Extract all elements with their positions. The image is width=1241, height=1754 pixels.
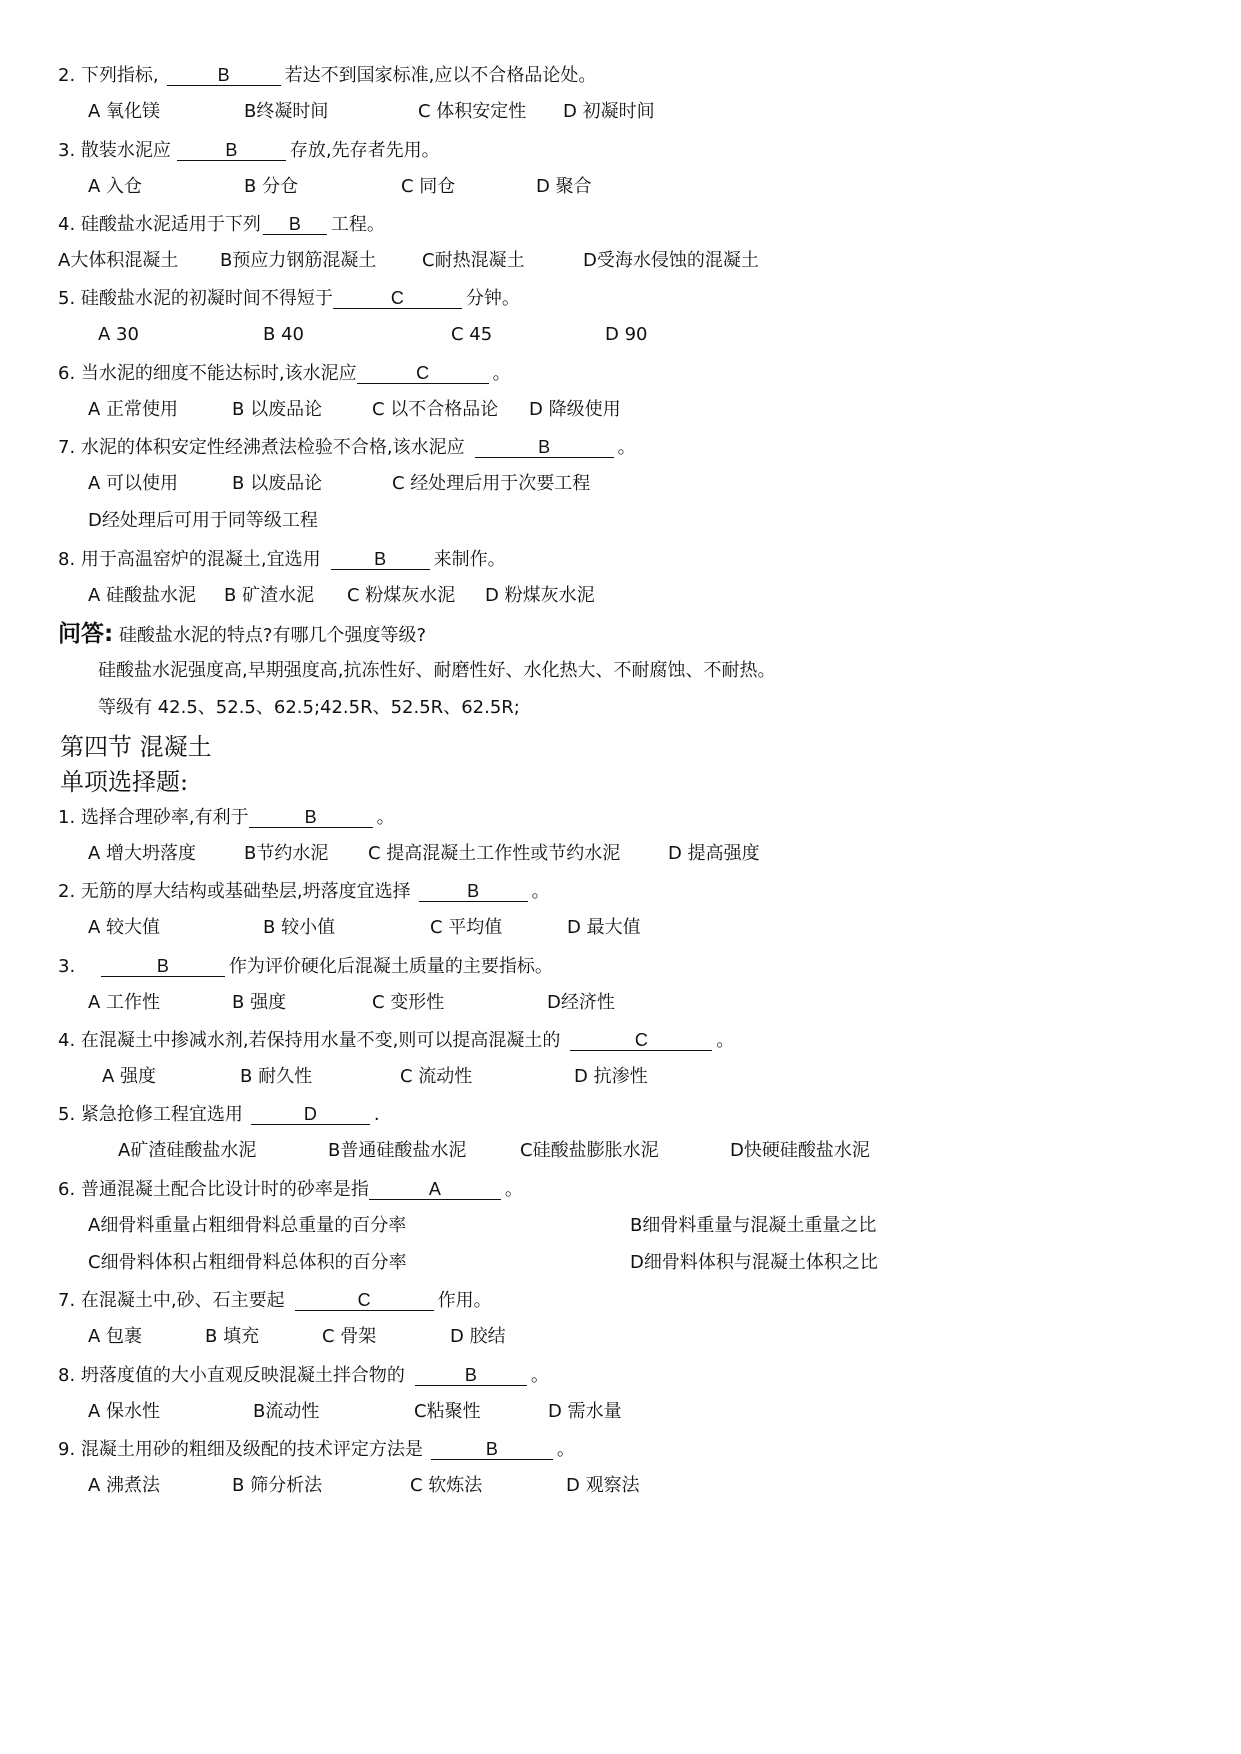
answer-blank: B [331,550,430,570]
answer-blank: C [357,364,489,384]
answer-option: C 以不合格品论 [372,399,499,420]
question-number: 4. [58,214,76,235]
answer-option: A矿渣硅酸盐水泥 [118,1140,257,1161]
answer-blank: C [295,1291,434,1311]
answer-option: A细骨料重量占粗细骨料总重量的百分率 [88,1215,407,1236]
question-stem: 下列指标, [80,65,159,86]
answer-option: B预应力钢筋混凝土 [220,250,377,271]
answer-option: D细骨料体积与混凝土体积之比 [630,1252,878,1273]
answer-option: D 初凝时间 [563,101,655,122]
question-stem-end: 工程。 [330,214,385,235]
answer-option: C粘聚性 [414,1401,481,1422]
question-number: 7. [58,1290,76,1311]
question-stem: 用于高温窑炉的混凝土,宜选用 [80,549,321,570]
answer-option: D 降级使用 [529,399,621,420]
question-line [58,364,511,384]
answer-option: D 抗渗性 [574,1066,648,1087]
question-line [58,215,385,235]
section-heading: 第四节 混凝土 [60,733,212,761]
qa-question [58,623,426,646]
answer-option: C硅酸盐膨胀水泥 [520,1140,659,1161]
question-stem-end: 。 [504,1179,523,1200]
question-number: 5. [58,288,76,309]
question-stem-end: 若达不到国家标准,应以不合格品论处。 [284,65,597,86]
question-number: 6. [58,1179,76,1200]
section-heading: 单项选择题: [60,768,189,796]
question-number: 5. [58,1104,76,1125]
answer-option: D 观察法 [566,1475,640,1496]
answer-option: A 硅酸盐水泥 [88,585,197,606]
question-line [58,1440,575,1460]
answer-option: D快硬硅酸盐水泥 [730,1140,870,1161]
answer-option: A 30 [98,324,139,345]
question-stem: 普通混凝土配合比设计时的砂率是指 [80,1179,369,1200]
answer-option: C耐热混凝土 [422,250,525,271]
answer-option: B 矿渣水泥 [224,585,315,606]
question-line [58,1180,523,1200]
question-line [58,1366,549,1386]
answer-option: B 填充 [205,1326,260,1347]
question-stem-end: 。 [376,807,395,828]
question-number: 6. [58,363,76,384]
answer-option: C 变形性 [372,992,445,1013]
question-line [58,438,636,458]
answer-option: D受海水侵蚀的混凝土 [583,250,759,271]
answer-option: B 以废品论 [232,399,323,420]
answer-option: A 保水性 [88,1401,161,1422]
answer-blank: C [570,1031,712,1051]
answer-option: A 可以使用 [88,473,179,494]
answer-option: A 沸煮法 [88,1475,161,1496]
answer-blank: B [167,66,281,86]
answer-option: D 需水量 [548,1401,622,1422]
answer-option: B 筛分析法 [232,1475,323,1496]
answer-option: C 45 [451,324,493,345]
question-stem: 选择合理砂率,有利于 [80,807,249,828]
question-stem-end: 来制作。 [433,549,506,570]
question-number: 8. [58,549,76,570]
answer-option: C细骨料体积占粗细骨料总体积的百分率 [88,1252,407,1273]
answer-blank: B [101,957,225,977]
text-line: D经处理后可用于同等级工程 [88,510,318,531]
question-stem: 硅酸盐水泥适用于下列 [80,214,261,235]
answer-option: C 平均值 [430,917,503,938]
question-line [58,882,550,902]
question-number: 9. [58,1439,76,1460]
answer-option: D 聚合 [536,176,592,197]
answer-option: C 同仓 [401,176,456,197]
answer-blank: B [419,882,528,902]
answer-blank: A [369,1180,501,1200]
question-line [58,66,596,86]
qa-label: 问答: [58,621,114,647]
question-line [58,141,440,161]
answer-option: A 入仓 [88,176,143,197]
question-stem: 当水泥的细度不能达标时,该水泥应 [80,363,357,384]
question-line [58,550,506,570]
answer-option: B终凝时间 [244,101,329,122]
text-line: 等级有 42.5、52.5、62.5;42.5R、52.5R、62.5R; [98,697,520,718]
question-stem-end: 。 [556,1439,575,1460]
question-number: 7. [58,437,76,458]
answer-blank: B [249,808,373,828]
answer-option: C 粉煤灰水泥 [347,585,456,606]
question-number: 3. [58,956,76,977]
answer-option: B普通硅酸盐水泥 [328,1140,467,1161]
question-stem: 硅酸盐水泥的初凝时间不得短于 [80,288,333,309]
answer-option: B节约水泥 [244,843,329,864]
question-number: 1. [58,807,76,828]
question-stem: 紧急抢修工程宜选用 [80,1104,243,1125]
question-line [58,1031,734,1051]
answer-option: B 40 [263,324,304,345]
question-stem-end: 分钟。 [465,288,520,309]
answer-blank: D [251,1105,370,1125]
text-line: 硅酸盐水泥强度高,早期强度高,抗冻性好、耐磨性好、水化热大、不耐腐蚀、不耐热。 [98,660,776,681]
answer-blank: B [263,215,327,235]
question-stem-end: 。 [531,881,550,902]
answer-option: B流动性 [253,1401,320,1422]
answer-option: A 强度 [102,1066,157,1087]
question-stem-end: 。 [716,1030,735,1051]
question-line [58,1291,492,1311]
question-stem: 坍落度值的大小直观反映混凝土拌合物的 [80,1365,405,1386]
question-line [58,289,520,309]
question-number: 8. [58,1365,76,1386]
answer-option: B 强度 [232,992,287,1013]
answer-option: B 分仓 [244,176,299,197]
question-line [58,808,395,828]
answer-option: A 正常使用 [88,399,179,420]
answer-option: C 提高混凝土工作性或节约水泥 [368,843,621,864]
answer-option: C 软炼法 [410,1475,483,1496]
question-stem-end: 。 [617,437,636,458]
answer-option: C 经处理后用于次要工程 [392,473,591,494]
answer-option: B 以废品论 [232,473,323,494]
answer-option: A 包裹 [88,1326,143,1347]
question-stem-end: . [373,1104,380,1125]
question-stem: 混凝土用砂的粗细及级配的技术评定方法是 [80,1439,423,1460]
answer-option: C 流动性 [400,1066,473,1087]
qa-text: 硅酸盐水泥的特点?有哪几个强度等级? [113,625,427,646]
answer-option: D 90 [605,324,648,345]
question-stem-end: 存放,先存者先用。 [289,140,440,161]
question-stem: 在混凝土中掺减水剂,若保持用水量不变,则可以提高混凝土的 [80,1030,561,1051]
answer-option: A 较大值 [88,917,161,938]
answer-blank: C [333,289,462,309]
answer-option: D 胶结 [450,1326,506,1347]
question-stem: 无筋的厚大结构或基础垫层,坍落度宜选择 [80,881,411,902]
question-stem: 水泥的体积安定性经沸煮法检验不合格,该水泥应 [80,437,465,458]
answer-option: A大体积混凝土 [58,250,179,271]
answer-option: A 工作性 [88,992,161,1013]
answer-option: C 骨架 [322,1326,377,1347]
answer-blank: B [177,141,286,161]
question-stem-end: 作用。 [437,1290,492,1311]
answer-option: B 耐久性 [240,1066,313,1087]
question-number: 4. [58,1030,76,1051]
answer-blank: B [415,1366,527,1386]
answer-option: A 氧化镁 [88,101,161,122]
answer-blank: B [431,1440,553,1460]
question-stem-end: 作为评价硬化后混凝土质量的主要指标。 [228,956,553,977]
answer-option: D 粉煤灰水泥 [485,585,595,606]
answer-option: B 较小值 [263,917,336,938]
answer-option: A 增大坍落度 [88,843,197,864]
question-number: 2. [58,65,76,86]
answer-option: D经济性 [547,992,615,1013]
question-line [58,1105,380,1125]
answer-blank: B [475,438,614,458]
question-stem: 在混凝土中,砂、石主要起 [80,1290,285,1311]
answer-option: B细骨料重量与混凝土重量之比 [630,1215,877,1236]
question-stem-end: 。 [492,363,511,384]
question-stem-end: 。 [530,1365,549,1386]
question-line [58,957,553,977]
question-stem: 散装水泥应 [80,140,171,161]
answer-option: C 体积安定性 [418,101,527,122]
question-number: 2. [58,881,76,902]
answer-option: D 最大值 [567,917,641,938]
question-number: 3. [58,140,76,161]
answer-option: D 提高强度 [668,843,760,864]
